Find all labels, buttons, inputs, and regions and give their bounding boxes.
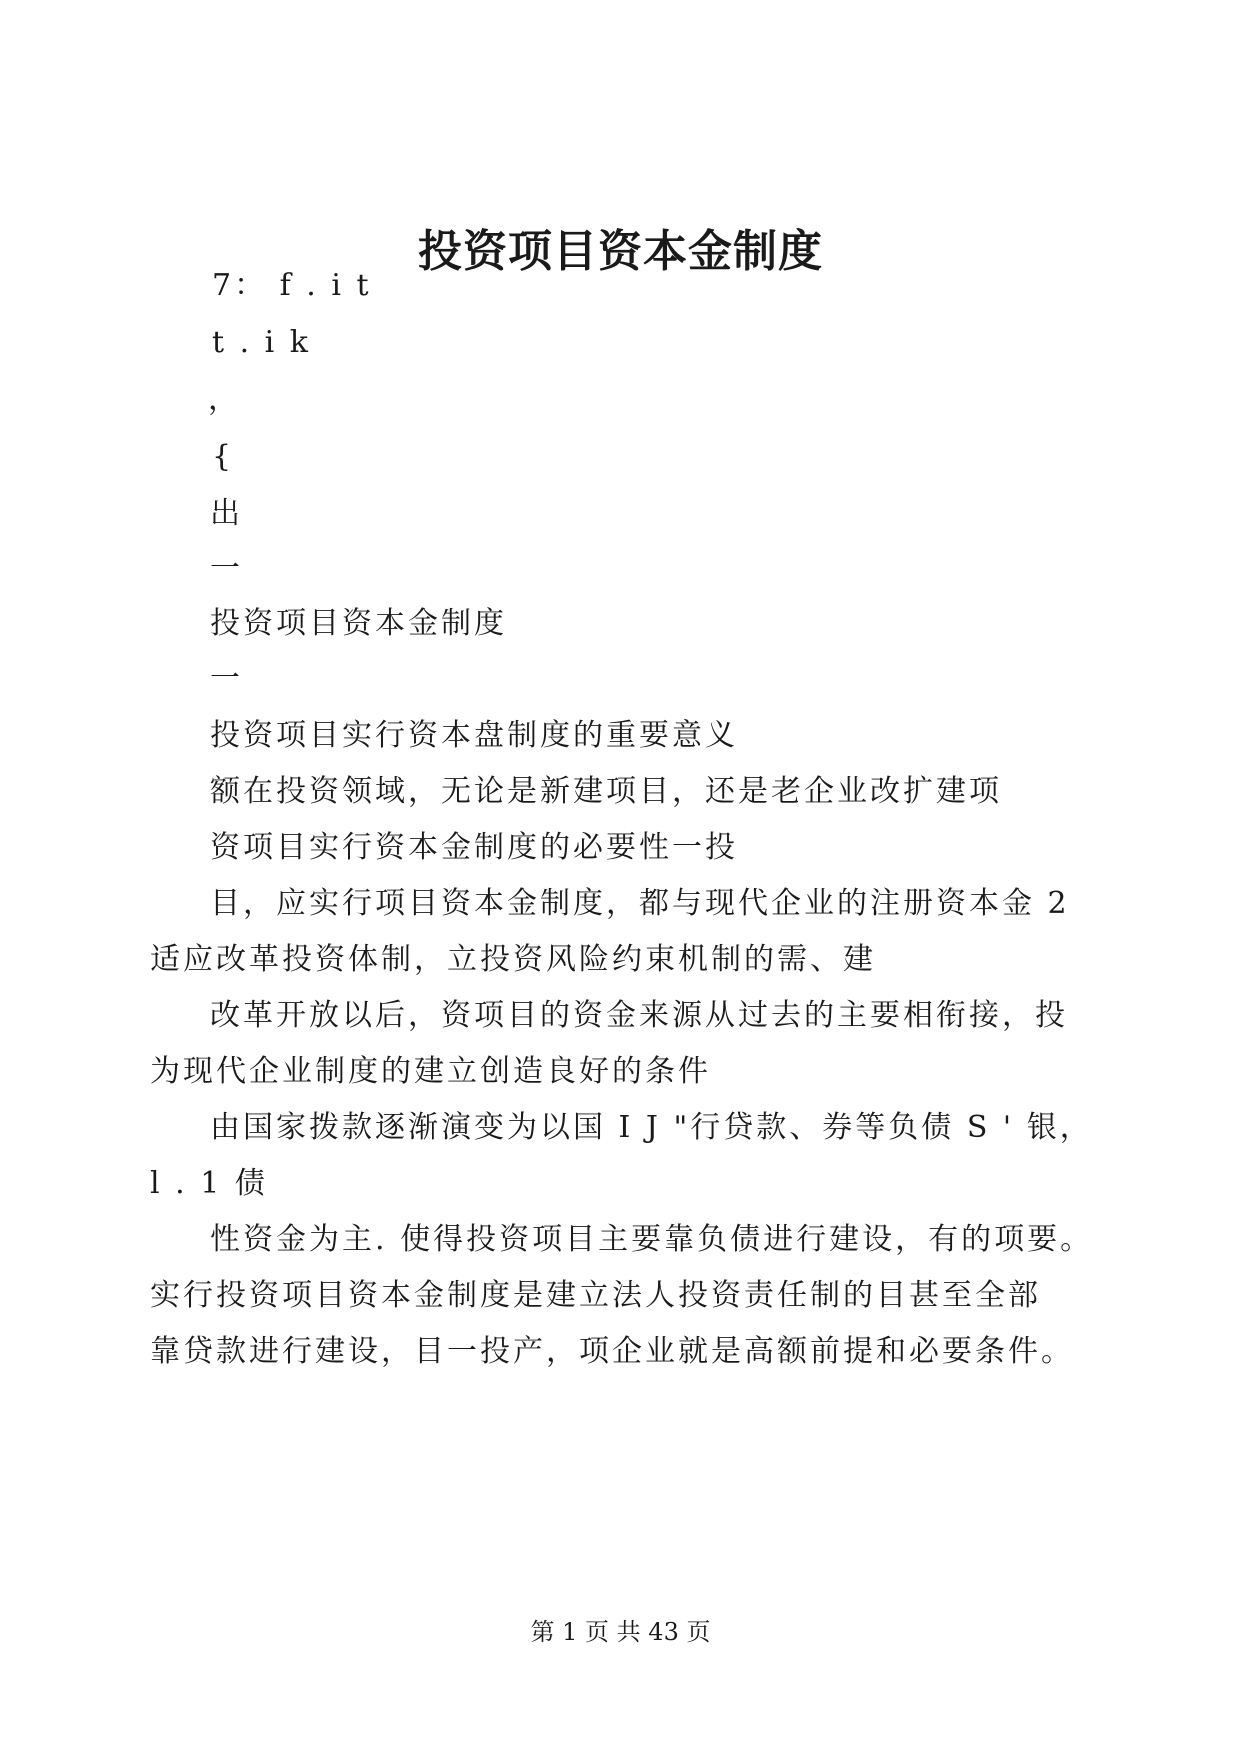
text-line: 靠贷款进行建设，目一投产，项企业就是高额前提和必要条件。 <box>150 1334 1074 1369</box>
text-line: ， <box>208 382 241 417</box>
document-title: 投资项目资本金制度 <box>418 226 823 277</box>
text-line: t . i k <box>212 325 311 360</box>
text-line: 一 <box>210 551 243 586</box>
text-line: 适应改革投资体制，立投资风险约束机制的需、建 <box>150 942 876 977</box>
text-line: l . 1 债 <box>150 1166 268 1201</box>
text-line: { <box>212 439 235 474</box>
text-line: 7： f . i t <box>212 268 372 303</box>
text-line: 出 <box>210 496 243 531</box>
text-line: 由国家拨款逐渐演变为以国 I J "行贷款、券等负债 S ' 银， <box>210 1110 1093 1145</box>
text-line: 改革开放以后，资项目的资金来源从过去的主要相衔接，投 <box>210 998 1068 1033</box>
text-line: 资项目实行资本金制度的必要性一投 <box>210 830 738 865</box>
text-line: 实行投资项目资本金制度是建立法人投资责任制的目甚至全部 <box>150 1278 1041 1313</box>
text-line: 为现代企业制度的建立创造良好的条件 <box>150 1054 711 1089</box>
text-line: 投资项目实行资本盘制度的重要意义 <box>210 718 738 753</box>
text-line: 目，应实行项目资本金制度，都与现代企业的注册资本金 2 <box>210 886 1070 921</box>
page-footer: 第 1 页 共 43 页 <box>530 1618 711 1646</box>
text-line: 额在投资领域，无论是新建项目，还是老企业改扩建项 <box>210 774 1002 809</box>
text-line: 性资金为主. 使得投资项目主要靠负债进行建设，有的项要。 <box>210 1222 1094 1257</box>
text-line: 一 <box>210 661 243 696</box>
text-line: 投资项目资本金制度 <box>210 606 507 641</box>
